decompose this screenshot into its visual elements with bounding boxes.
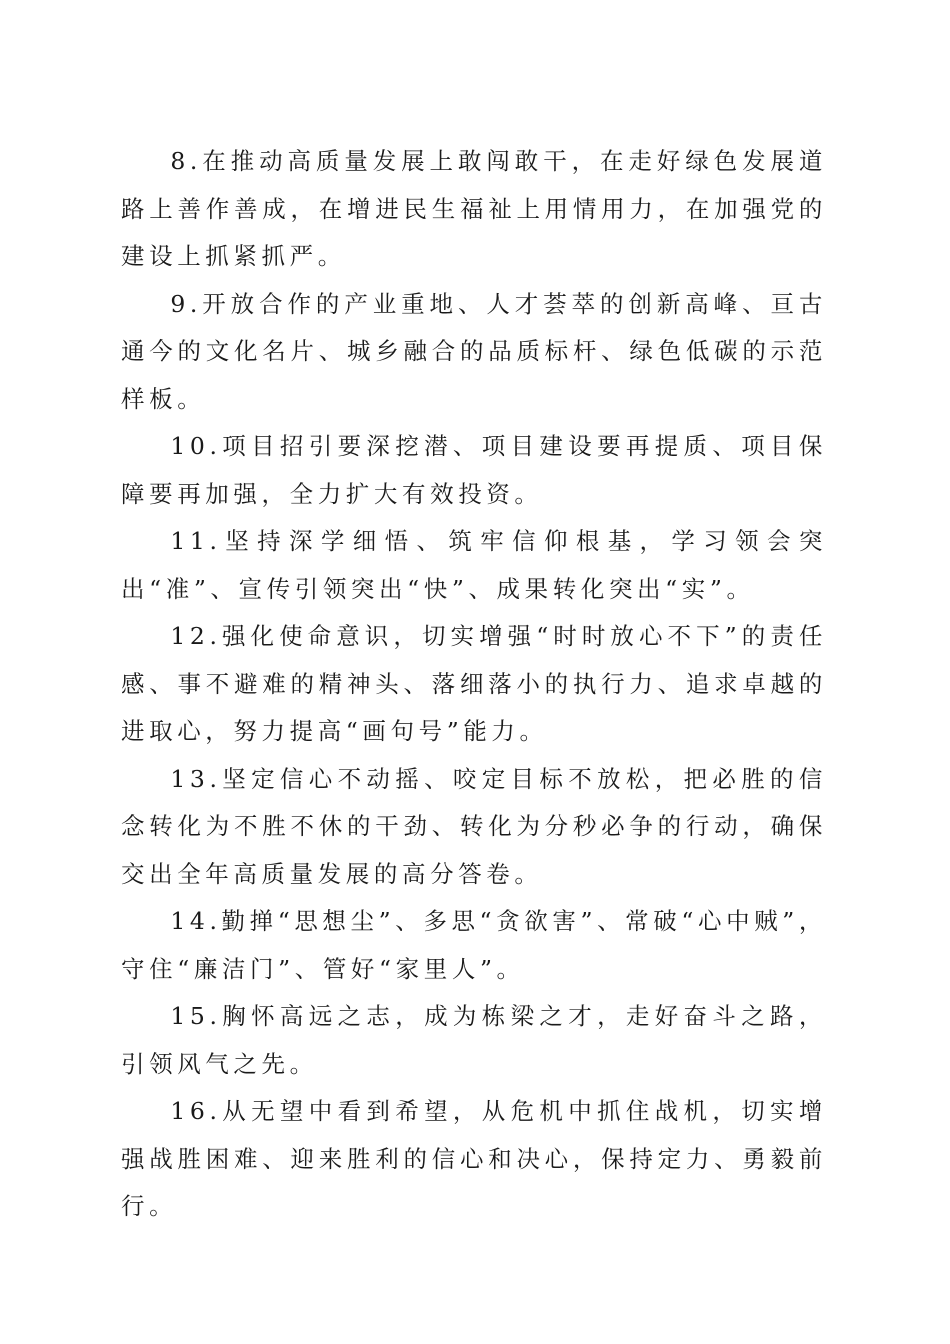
paragraph-item-8: 8.在推动高质量发展上敢闯敢干，在走好绿色发展道路上善作善成，在增进民生福祉上用情用力，在加强党的建设上抓紧抓严。 [121,147,827,270]
paragraph-item-14: 14.勤掸“思想尘”、多思“贪欲害”、常破“心中贼”，守住“廉洁门”、管好“家里人”。 [121,907,827,983]
paragraph-item-15: 15.胸怀高远之志，成为栋梁之才，走好奋斗之路，引领风气之先。 [121,1002,827,1078]
paragraph-item-11: 11.坚持深学细悟、筑牢信仰根基，学习领会突出“准”、宣传引领突出“快”、成果转化突出“实”。 [121,527,827,603]
paragraph-item-16: 16.从无望中看到希望，从危机中抓住战机，切实增强战胜困难、迎来胜利的信心和决心，保持定力、勇毅前行。 [121,1097,827,1220]
document-body [121,138,827,1231]
paragraph-item-10: 10.项目招引要深挖潜、项目建设要再提质、项目保障要再加强，全力扩大有效投资。 [121,432,827,508]
paragraph-item-13: 13.坚定信心不动摇、咬定目标不放松，把必胜的信念转化为不胜不休的干劲、转化为分秒必争的行动，确保交出全年高质量发展的高分答卷。 [121,764,827,888]
paragraph-item-9: 9.开放合作的产业重地、人才荟萃的创新高峰、亘古通今的文化名片、城乡融合的品质标杆、绿色低碳的示范样板。 [121,289,827,413]
paragraph-item-12: 12.强化使命意识，切实增强“时时放心不下”的责任感、事不避难的精神头、落细落小的执行力、追求卓越的进取心，努力提高“画句号”能力。 [121,622,827,745]
